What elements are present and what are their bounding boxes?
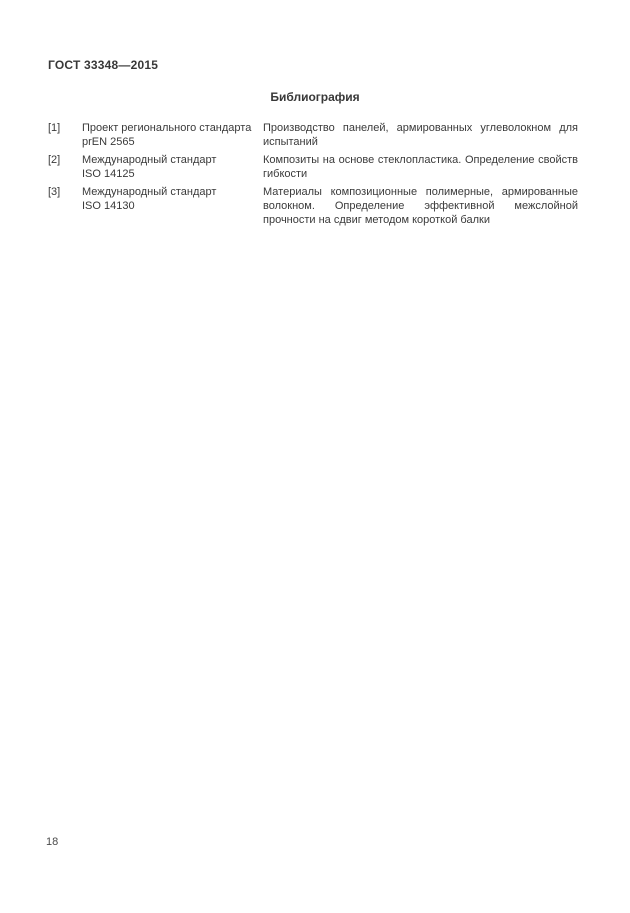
page-title: Библиография <box>270 90 360 104</box>
bibliography-entry <box>48 153 578 181</box>
entry-source-code: prEN 2565 <box>82 136 135 148</box>
entry-description: Материалы композиционные полимерные, армированные волокном. Определение эффективной межслойной прочности на сдвиг методом короткой балки <box>263 186 578 226</box>
entry-description: Производство панелей, армированных углеволокном для испытаний <box>263 122 578 148</box>
entry-ref-number: [3] <box>48 186 61 198</box>
bibliography-list <box>48 121 578 231</box>
bibliography-entry <box>48 121 578 149</box>
entry-source-code: ISO 14125 <box>82 168 135 180</box>
entry-source-name: Международный стандарт <box>82 186 217 198</box>
entry-source-name: Международный стандарт <box>82 154 217 166</box>
entry-description: Композиты на основе стеклопластика. Определение свойств гибкости <box>263 154 578 180</box>
entry-source-code: ISO 14130 <box>82 200 135 212</box>
entry-ref-number: [1] <box>48 122 61 134</box>
bibliography-entry <box>48 185 578 227</box>
entry-source <box>82 185 263 227</box>
entry-source-name: Проект регионального стандарта <box>82 122 252 134</box>
entry-source <box>82 121 263 149</box>
page-number: 18 <box>46 836 59 848</box>
entry-source <box>82 153 263 181</box>
entry-ref-number: [2] <box>48 154 61 166</box>
document-header: ГОСТ 33348—2015 <box>48 58 159 72</box>
